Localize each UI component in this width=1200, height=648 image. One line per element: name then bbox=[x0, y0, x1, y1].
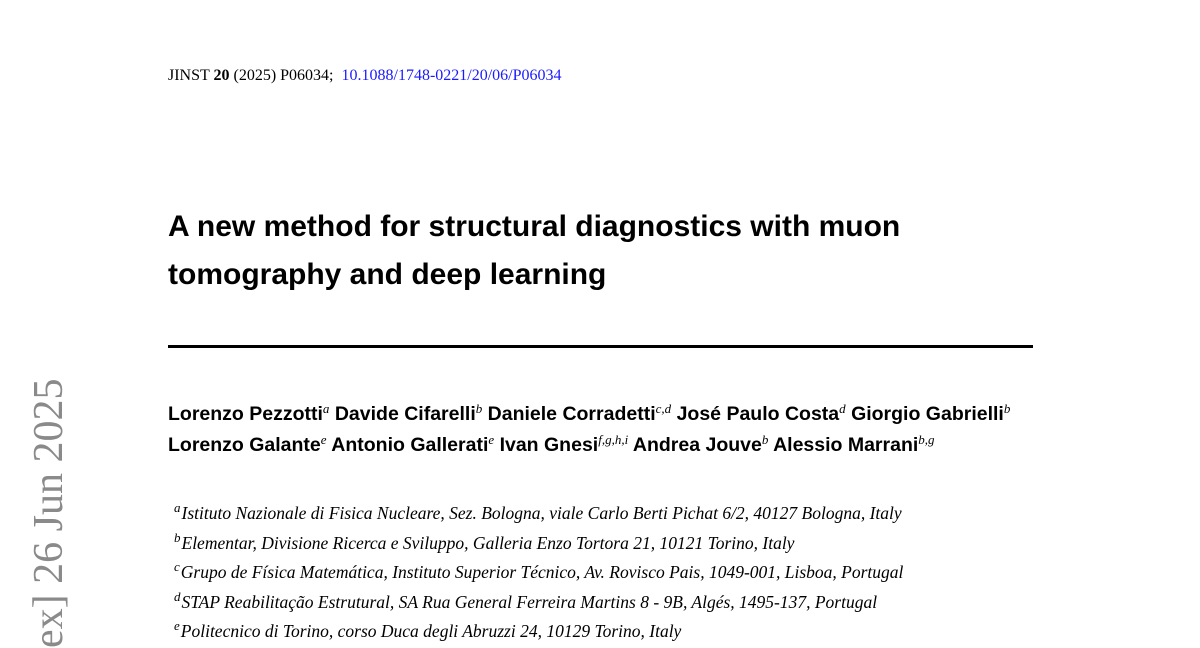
author-name: Davide Cifarelli bbox=[334, 403, 476, 425]
affiliation-mark: e bbox=[174, 618, 180, 633]
author bbox=[500, 434, 629, 456]
author-name: Antonio Gallerati bbox=[331, 434, 489, 456]
author bbox=[851, 403, 1010, 425]
author bbox=[488, 403, 672, 425]
author-affiliation-mark: d bbox=[839, 401, 846, 416]
paper-title: A new method for structural diagnostics with muon tomography and deep learning bbox=[168, 210, 901, 291]
author-name: Alessio Marrani bbox=[773, 434, 919, 456]
affiliation-mark: c bbox=[174, 559, 180, 574]
author-name: Andrea Jouve bbox=[632, 434, 762, 456]
journal-name: JINST bbox=[168, 67, 210, 84]
affiliation-mark: b bbox=[174, 529, 181, 545]
author-name: Daniele Corradetti bbox=[487, 403, 656, 425]
journal-year: (2025) bbox=[233, 67, 277, 84]
affiliation bbox=[174, 529, 1054, 559]
author-name: Giorgio Gabrielli bbox=[851, 403, 1004, 425]
author-affiliation-mark: a bbox=[322, 401, 330, 416]
affiliation bbox=[174, 617, 1054, 647]
author-affiliation-mark: e bbox=[488, 432, 495, 447]
author bbox=[335, 403, 482, 425]
author-affiliation-mark: b bbox=[761, 432, 769, 447]
author bbox=[168, 434, 327, 456]
author-list bbox=[168, 399, 1038, 461]
author bbox=[168, 403, 329, 425]
affiliation-list bbox=[174, 499, 1054, 647]
affiliation bbox=[174, 558, 1054, 588]
affiliation-text: Grupo de Física Matemática, Instituto Superior Técnico, Av. Rovisco Pais, 1049-001, Lisboa, Portugal bbox=[180, 562, 904, 582]
author-affiliation-mark: b bbox=[1003, 401, 1011, 416]
journal-article: P06034; bbox=[280, 67, 334, 84]
author-affiliation-mark: e bbox=[320, 432, 327, 447]
journal-reference bbox=[168, 67, 562, 85]
affiliation bbox=[174, 588, 1054, 618]
arxiv-stamp: ex] 26 Jun 2025 bbox=[26, 378, 72, 648]
author-affiliation-mark: f,g,h,i bbox=[598, 432, 629, 447]
doi-link[interactable]: 10.1088/1748-0221/20/06/P06034 bbox=[341, 67, 562, 84]
journal-volume: 20 bbox=[213, 67, 230, 84]
author-name: Ivan Gnesi bbox=[499, 434, 599, 456]
author-name: Lorenzo Pezzotti bbox=[168, 403, 323, 425]
affiliation-text: Politecnico di Torino, corso Duca degli Abruzzi 24, 10129 Torino, Italy bbox=[180, 621, 682, 641]
author bbox=[331, 434, 494, 456]
affiliation-mark: d bbox=[174, 588, 181, 604]
author-affiliation-mark: b bbox=[475, 401, 483, 416]
affiliation-mark: a bbox=[174, 500, 181, 515]
affiliation-text: Elementar, Divisione Ricerca e Sviluppo, Galleria Enzo Tortora 21, 10121 Torino, Italy bbox=[181, 532, 795, 553]
title-divider bbox=[168, 345, 1033, 348]
affiliation bbox=[174, 499, 1054, 529]
author bbox=[633, 434, 768, 456]
author-name: Lorenzo Galante bbox=[168, 434, 321, 456]
author bbox=[773, 434, 934, 456]
affiliation-text: STAP Reabilitação Estrutural, SA Rua General Ferreira Martins 8 - 9B, Algés, 1495-137, Portugal bbox=[181, 591, 878, 612]
author-name: José Paulo Costa bbox=[676, 403, 840, 425]
author bbox=[677, 403, 846, 425]
author-affiliation-mark: b,g bbox=[918, 432, 935, 447]
author-affiliation-mark: c,d bbox=[655, 401, 672, 416]
affiliation-text: Istituto Nazionale di Fisica Nucleare, Sez. Bologna, viale Carlo Berti Pichat 6/2, 40127 Bologna, Italy bbox=[181, 503, 902, 523]
